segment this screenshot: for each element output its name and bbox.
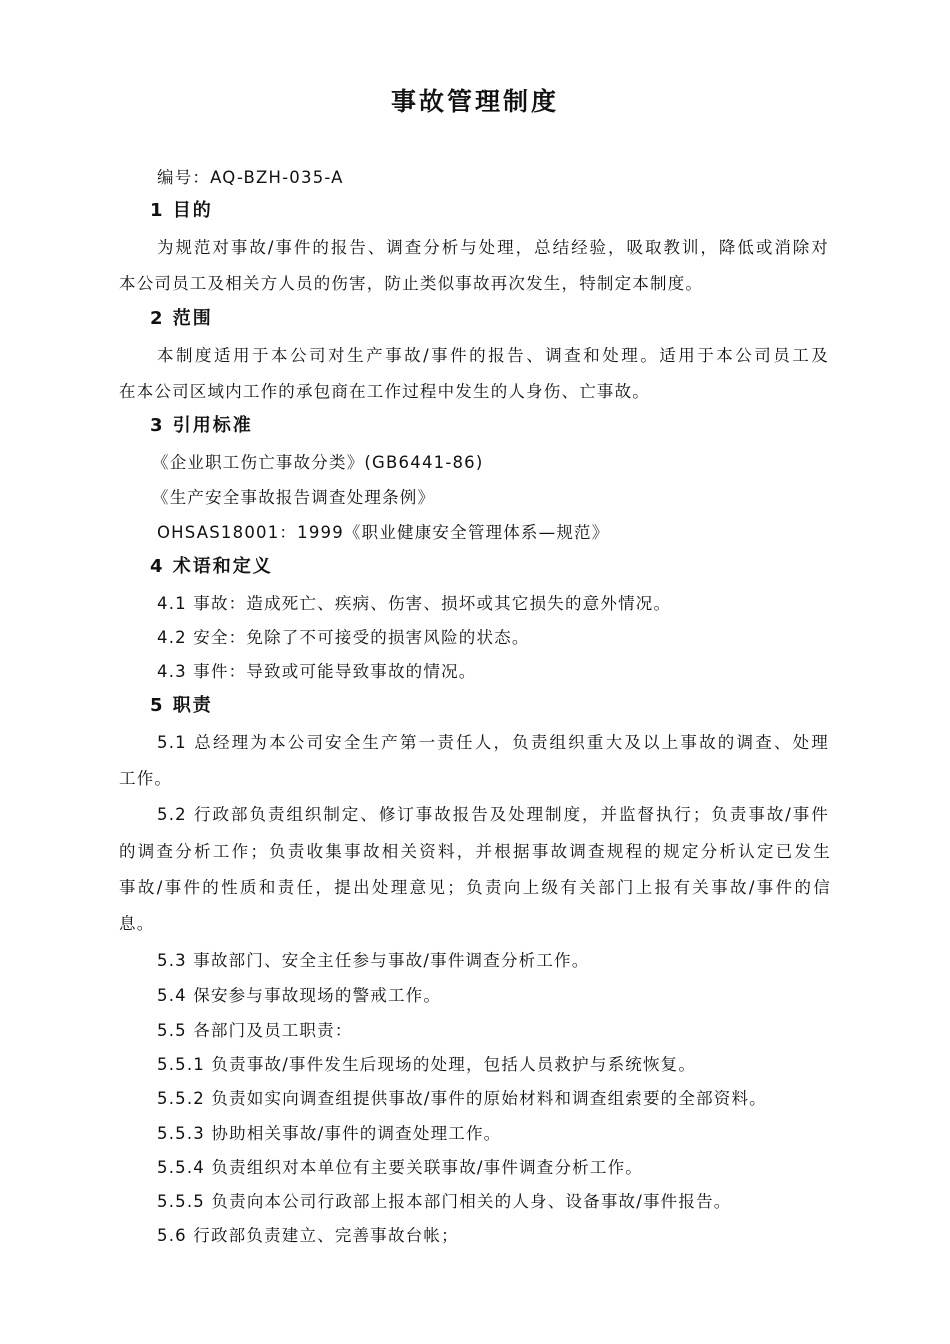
duty-5-1-line-2: 工作。 xyxy=(119,769,173,788)
document-code: 编号：AQ-BZH-035-A xyxy=(157,168,344,187)
section-1-paragraph-line-2: 本公司员工及相关方人员的伤害，防止类似事故再次发生，特制定本制度。 xyxy=(119,274,704,293)
section-1-paragraph-line-1: 为规范对事故/事件的报告、调查分析与处理，总结经验，吸取教训，降低或消除对 xyxy=(157,238,829,257)
duty-5-5-5: 5.5.5 负责向本公司行政部上报本部门相关的人身、设备事故/事件报告。 xyxy=(157,1192,732,1211)
reference-1: 《企业职工伤亡事故分类》(GB6441-86) xyxy=(152,453,484,472)
duty-5-6: 5.6 行政部负责建立、完善事故台帐； xyxy=(157,1226,459,1245)
duty-5-5-1: 5.5.1 负责事故/事件发生后现场的处理，包括人员救护与系统恢复。 xyxy=(157,1055,697,1074)
duty-5-2-line-2: 的调查分析工作；负责收集事故相关资料，并根据事故调查规程的规定分析认定已发生 xyxy=(119,842,831,861)
duty-5-1-line-1: 5.1 总经理为本公司安全生产第一责任人，负责组织重大及以上事故的调查、处理 xyxy=(157,733,829,752)
duty-5-3: 5.3 事故部门、安全主任参与事故/事件调查分析工作。 xyxy=(157,951,590,970)
duty-5-5-2: 5.5.2 负责如实向调查组提供事故/事件的原始材料和调查组索要的全部资料。 xyxy=(157,1089,767,1108)
duty-5-5-4: 5.5.4 负责组织对本单位有主要关联事故/事件调查分析工作。 xyxy=(157,1158,643,1177)
duty-5-2-line-1: 5.2 行政部负责组织制定、修订事故报告及处理制度，并监督执行；负责事故/事件 xyxy=(157,805,829,824)
section-2-paragraph-line-1: 本制度适用于本公司对生产事故/事件的报告、调查和处理。适用于本公司员工及 xyxy=(157,346,829,365)
definition-4-1: 4.1 事故：造成死亡、疾病、伤害、损坏或其它损失的意外情况。 xyxy=(157,594,672,613)
definition-4-3: 4.3 事件：导致或可能导致事故的情况。 xyxy=(157,662,477,681)
duty-5-5: 5.5 各部门及员工职责： xyxy=(157,1021,353,1040)
reference-2: 《生产安全事故报告调查处理条例》 xyxy=(152,488,436,507)
section-2-paragraph-line-2: 在本公司区域内工作的承包商在工作过程中发生的人身伤、亡事故。 xyxy=(119,382,650,401)
duty-5-4: 5.4 保安参与事故现场的警戒工作。 xyxy=(157,986,442,1005)
definition-4-2: 4.2 安全：免除了不可接受的损害风险的状态。 xyxy=(157,628,530,647)
section-4-heading: 4 术语和定义 xyxy=(150,556,273,577)
duty-5-2-line-3: 事故/事件的性质和责任，提出处理意见；负责向上级有关部门上报有关事故/事件的信 xyxy=(119,878,831,897)
document-title: 事故管理制度 xyxy=(390,87,559,116)
section-2-heading: 2 范围 xyxy=(150,308,213,329)
duty-5-2-line-4: 息。 xyxy=(119,914,155,933)
duty-5-5-3: 5.5.3 协助相关事故/事件的调查处理工作。 xyxy=(157,1124,502,1143)
section-3-heading: 3 引用标准 xyxy=(150,415,253,436)
reference-3: OHSAS18001：1999《职业健康安全管理体系—规范》 xyxy=(157,523,610,542)
section-1-heading: 1 目的 xyxy=(150,200,213,221)
section-5-heading: 5 职责 xyxy=(150,695,213,716)
